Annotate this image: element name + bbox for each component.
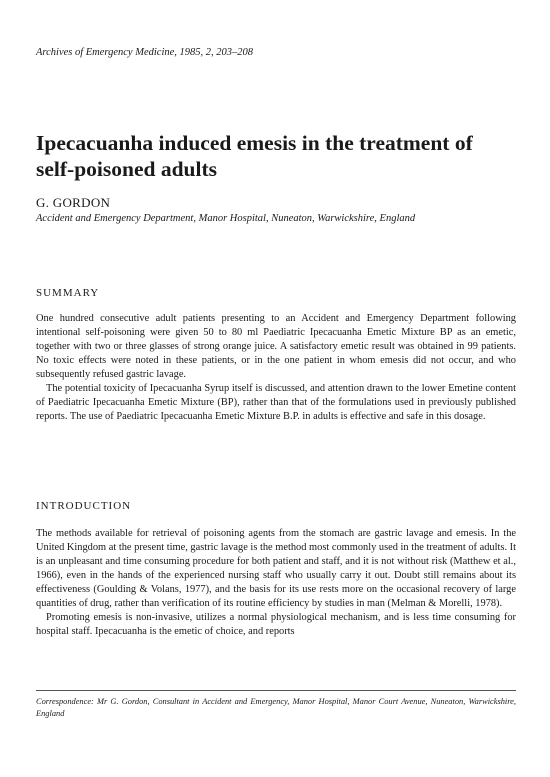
author-affiliation: Accident and Emergency Department, Manor Hospital, Nuneaton, Warwickshire, England: [36, 213, 416, 224]
journal-citation: Archives of Emergency Medicine, 1985, 2, 203–208: [36, 47, 254, 58]
correspondence-footnote: [36, 696, 516, 720]
introduction-paragraph: The methods available for retrieval of poisoning agents from the stomach are gastric lavage and emesis. In the United Kingdom at the present time, gastric lavage is the method most commonly used in the treatment of adults. It is an unpleasant and time consuming procedure for both patient and staff, and it is not without risk (Matthew et al., 1966), even in the hands of the experienced nursing staff who usually carry it out. Doubt still remains about its effectiveness (Goulding & Volans, 1977), and the basis for its use rests more on the occasional recovery of large quantities of drug, rather than verification of its routine efficiency by studies in man (Melman & Morelli, 1978).: [36, 528, 516, 609]
introduction-heading: INTRODUCTION: [36, 500, 132, 512]
footnote-text: Mr G. Gordon, Consultant in Accident and Emergency, Manor Hospital, Manor Court Avenue, Nuneaton, Warwickshire, England: [36, 697, 516, 718]
summary-section: [36, 312, 516, 424]
summary-paragraph: One hundred consecutive adult patients presenting to an Accident and Emergency Department following intentional self-poisoning were given 50 to 80 ml Paediatric Ipecacuanha Emetic Mixture BP as an emetic, together with two or three glasses of strong orange juice. A satisfactory emetic result was obtained in 99 patients. No toxic effects were noted in these patients, or in the one patient in whom emesis did not occur, and who subsequently refused gastric lavage.: [36, 313, 516, 380]
article-title: Ipecacuanha induced emesis in the treatment of self-poisoned adults: [36, 131, 473, 181]
footnote-divider: [36, 690, 516, 691]
footnote-label: Correspondence:: [36, 697, 94, 706]
summary-heading: SUMMARY: [36, 287, 100, 299]
introduction-paragraph: Promoting emesis is non-invasive, utilizes a normal physiological mechanism, and is less time consuming for hospital staff. Ipecacuanha is the emetic of choice, and reports: [36, 612, 516, 637]
introduction-section: [36, 527, 516, 639]
summary-paragraph: The potential toxicity of Ipecacuanha Syrup itself is discussed, and attention drawn to the lower Emetine content of Paediatric Ipecacuanha Emetic Mixture (BP), rather than that of the formulations used in previously published reports. The use of Paediatric Ipecacuanha Emetic Mixture B.P. in adults is effective and safe in this dosage.: [36, 383, 516, 422]
author-name: G. GORDON: [36, 195, 111, 210]
